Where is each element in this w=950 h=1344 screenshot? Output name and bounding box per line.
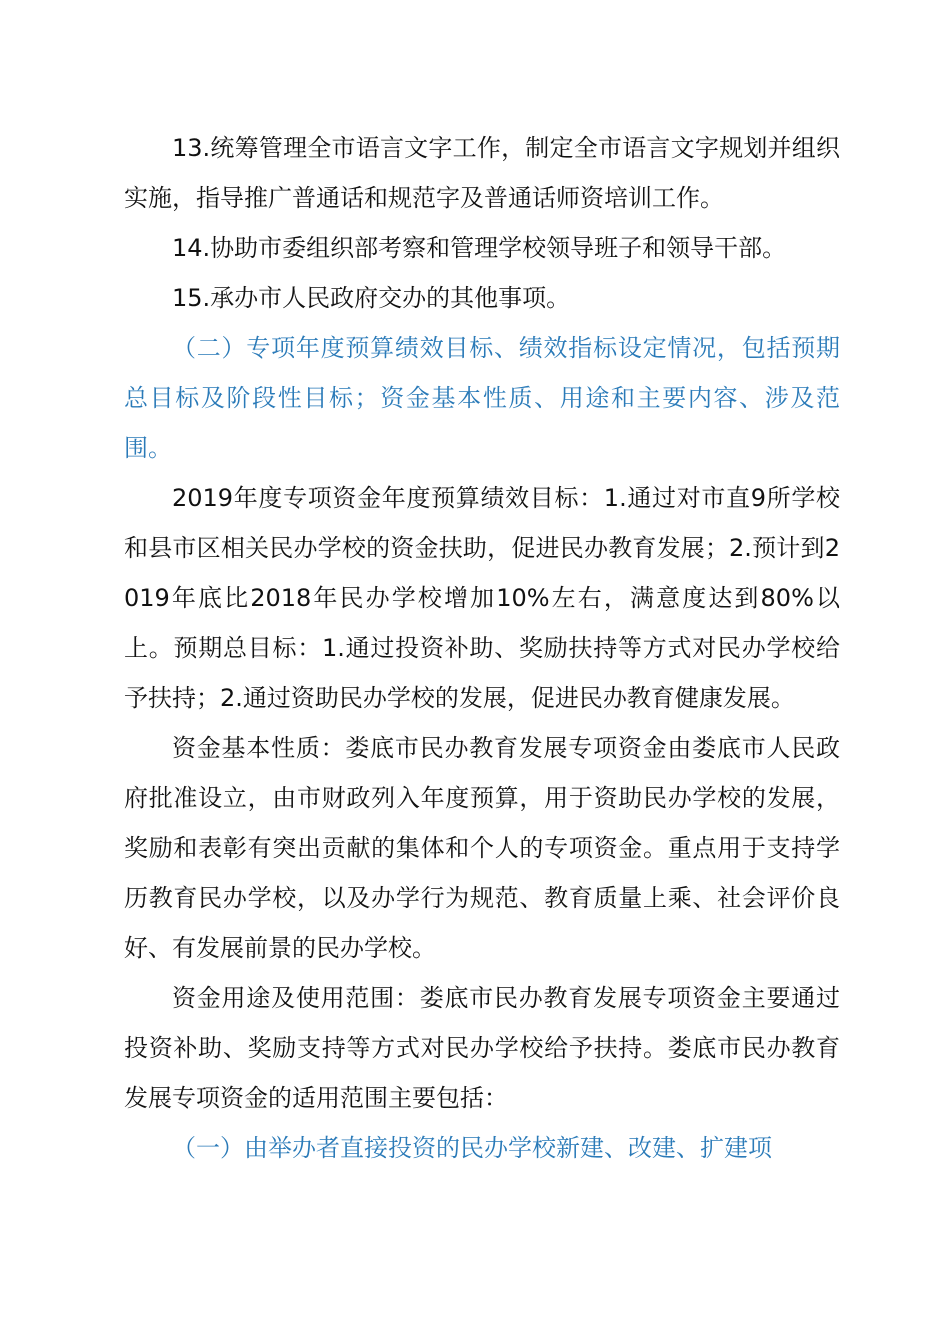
section-heading-investment-projects: （一）由举办者直接投资的民办学校新建、改建、扩建项	[172, 1134, 772, 1162]
paragraph-2019-goals: 2019年度专项资金年度预算绩效目标：1.通过对市直9所学校和县市区相关民办学校的资金扶助，促进民办教育发展；2.预计到2019年底比2018年民办学校增加10%左右，满意度达到80%以上。预期总目标：1.通过投资补助、奖励扶持等方式对民办学校给予扶持；2.通过资助民办学校的发展，促进民办教育健康发展。	[124, 484, 840, 712]
section-heading-performance-goals: （二）专项年度预算绩效目标、绩效指标设定情况，包括预期总目标及阶段性目标；资金基本性质、用途和主要内容、涉及范围。	[124, 334, 840, 462]
paragraph-item-13: 13.统筹管理全市语言文字工作，制定全市语言文字规划并组织实施，指导推广普通话和规范字及普通话师资培训工作。	[124, 134, 840, 212]
paragraph-fund-usage: 资金用途及使用范围：娄底市民办教育发展专项资金主要通过投资补助、奖励支持等方式对民办学校给予扶持。娄底市民办教育发展专项资金的适用范围主要包括：	[124, 984, 840, 1112]
document-body	[124, 123, 840, 1173]
paragraph-item-14: 14.协助市委组织部考察和管理学校领导班子和领导干部。	[172, 234, 787, 262]
paragraph-item-15: 15.承办市人民政府交办的其他事项。	[172, 284, 571, 312]
paragraph-fund-nature: 资金基本性质：娄底市民办教育发展专项资金由娄底市人民政府批准设立，由市财政列入年度预算，用于资助民办学校的发展，奖励和表彰有突出贡献的集体和个人的专项资金。重点用于支持学历教育民办学校，以及办学行为规范、教育质量上乘、社会评价良好、有发展前景的民办学校。	[124, 734, 840, 962]
